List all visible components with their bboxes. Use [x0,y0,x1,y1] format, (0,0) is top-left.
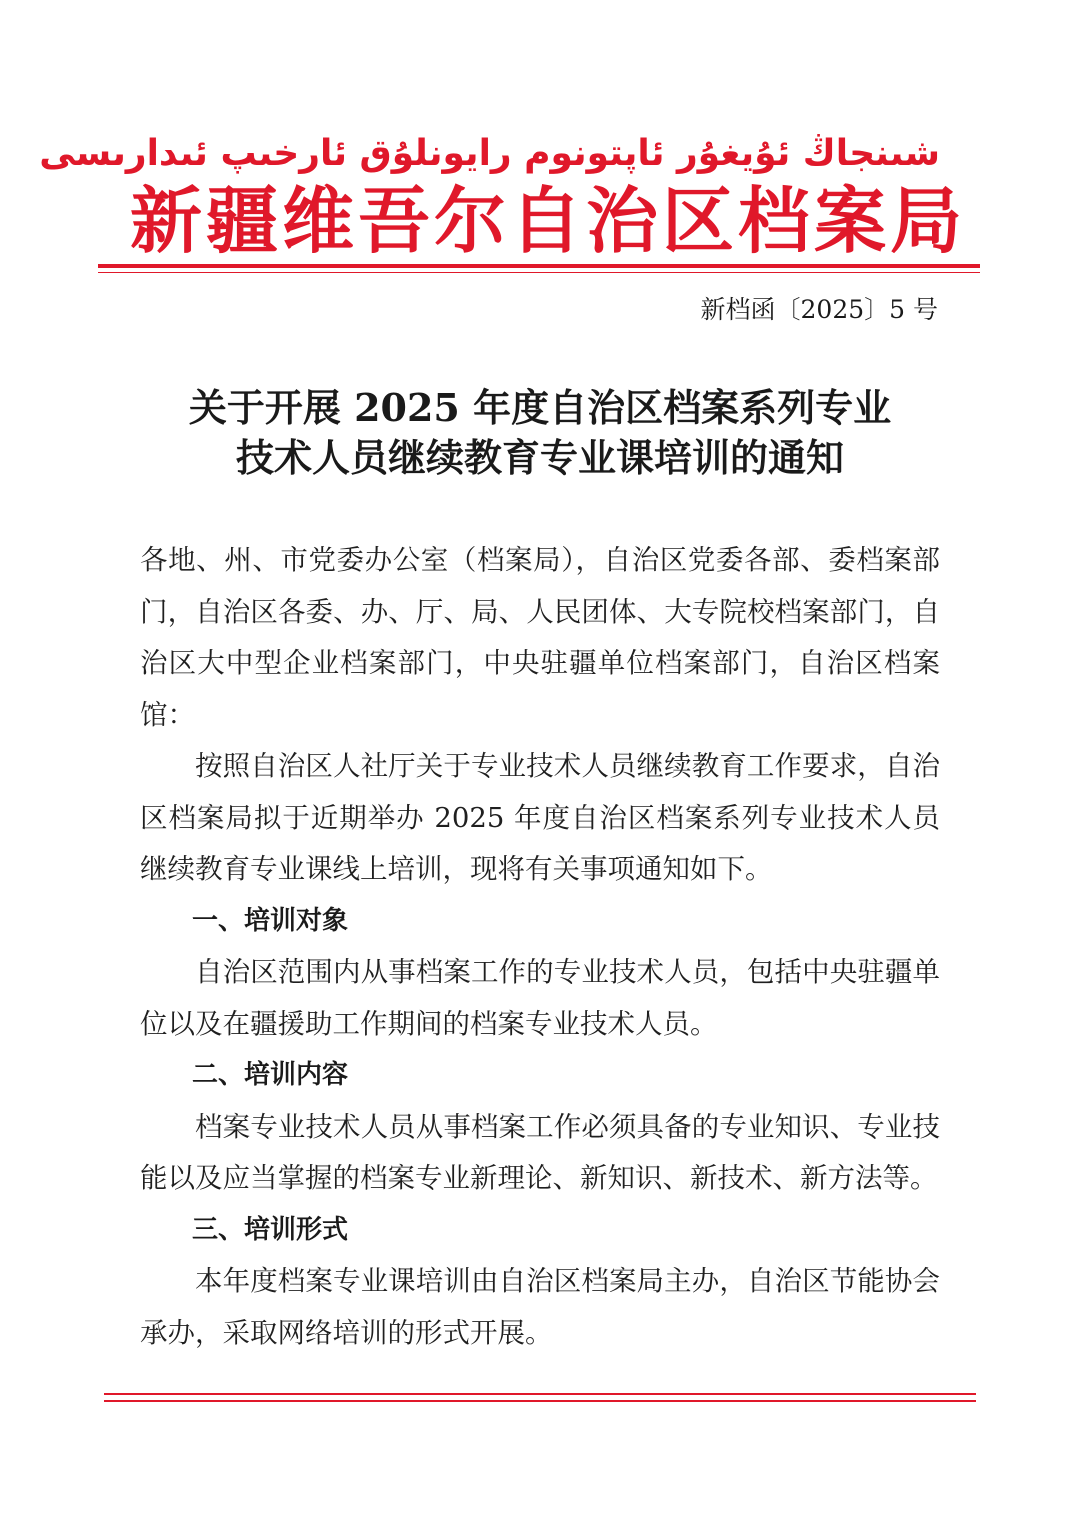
document-body [140,535,940,1359]
intro-paragraph: 按照自治区人社厅关于专业技术人员继续教育工作要求，自治区档案局拟于近期举办 2025 年度自治区档案系列专业技术人员继续教育专业课线上培训，现将有关事项通知如下。 [140,750,940,885]
section-paragraph: 本年度档案专业课培训由自治区档案局主办，自治区节能协会承办，采取网络培训的形式开展。 [140,1265,940,1349]
letterhead-uyghur-name: شىنجاڭ ئۇيغۇر ئاپتونوم رايونلۇق ئارخىپ ئىدارىسى [39,133,940,174]
letterhead-red-rule-thin [98,272,980,273]
section-heading: 三、培训形式 [192,1214,349,1245]
section-heading: 一、培训对象 [192,905,349,936]
section-paragraph: 档案专业技术人员从事档案工作必须具备的专业知识、专业技能以及应当掌握的档案专业新理论、新知识、新技术、新方法等。 [140,1110,940,1194]
document-number: 新档函〔2025〕5 号 [700,295,938,324]
document-title-line2: 技术人员继续教育专业课培训的通知 [235,435,844,480]
letterhead-red-rule [98,264,980,268]
letterhead-org-name: 新疆维吾尔自治区档案局 [130,178,967,263]
footer-red-rule-second [104,1400,976,1402]
addressee-paragraph: 各地、州、市党委办公室（档案局），自治区党委各部、委档案部门，自治区各委、办、厅、局、人民团体、大专院校档案部门，自治区大中型企业档案部门，中央驻疆单位档案部门，自治区档案馆： [140,544,940,731]
section-paragraph: 自治区范围内从事档案工作的专业技术人员，包括中央驻疆单位以及在疆援助工作期间的档案专业技术人员。 [140,956,940,1040]
document-title-line1: 关于开展 2025 年度自治区档案系列专业 [188,385,892,430]
footer-red-rule [104,1393,976,1395]
section-heading: 二、培训内容 [192,1060,349,1090]
